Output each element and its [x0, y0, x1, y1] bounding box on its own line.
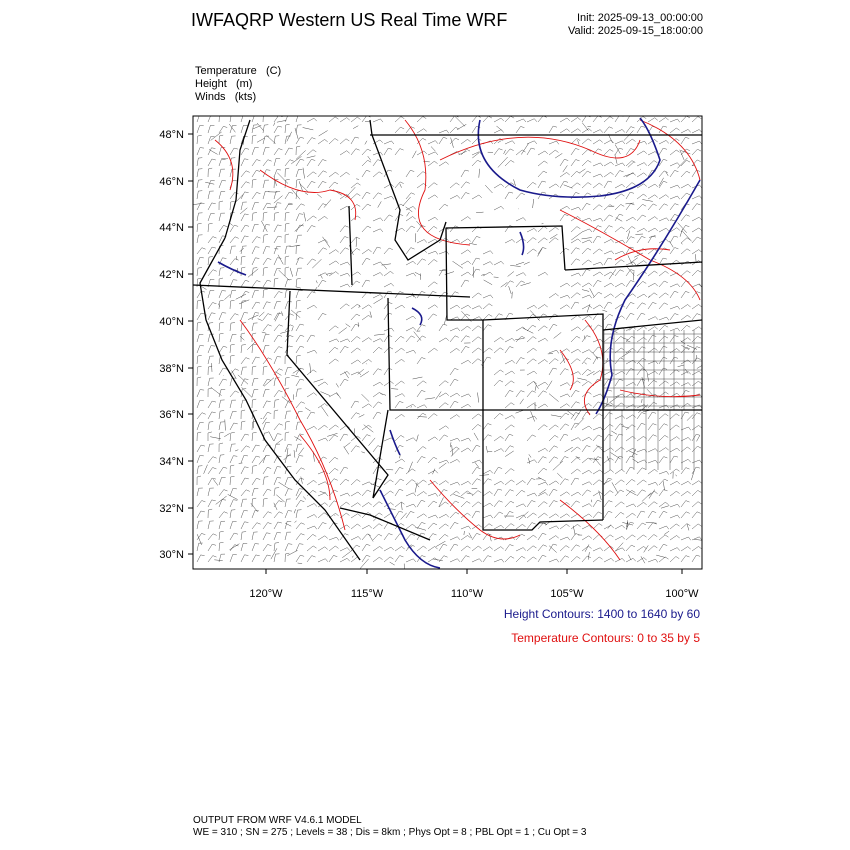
lat-tick-label: 30°N [159, 549, 184, 561]
lat-tick-label: 32°N [159, 503, 184, 515]
lat-tick-label: 46°N [159, 176, 184, 188]
wind-barbs [197, 113, 702, 562]
field-height: Height (m) [195, 78, 253, 90]
valid-time: Valid: 2025-09-15_18:00:00 [568, 25, 703, 37]
temperature-contour [560, 210, 700, 300]
height-contour [520, 232, 524, 255]
height-contour [380, 490, 440, 568]
temperature-contour [560, 350, 573, 390]
lat-tick-label: 36°N [159, 409, 184, 421]
lon-tick-label: 120°W [249, 588, 283, 600]
state-border [225, 120, 250, 238]
temperature-contour [560, 500, 620, 560]
lat-tick-label: 44°N [159, 222, 184, 234]
height-contour-legend: Height Contours: 1400 to 1640 by 60 [503, 607, 700, 621]
lon-tick-label: 110°W [450, 588, 484, 600]
model-info-line1: OUTPUT FROM WRF V4.6.1 MODEL [193, 815, 362, 826]
lat-tick-label: 42°N [159, 269, 184, 281]
plot-frame [193, 116, 702, 569]
field-winds: Winds (kts) [195, 91, 257, 103]
lon-tick-label: 100°W [665, 588, 699, 600]
init-time: Init: 2025-09-13_00:00:00 [577, 12, 703, 24]
model-info [193, 815, 586, 839]
state-border [340, 508, 430, 540]
field-temperature: Temperature (C) [195, 65, 282, 77]
model-info-line2: WE = 310 ; SN = 275 ; Levels = 38 ; Dis = 8km ; Phys Opt = 8 ; PBL Opt = 1 ; Cu Opt = 3 [193, 827, 587, 838]
temperature-contour [240, 320, 345, 530]
lat-tick-label: 34°N [159, 456, 184, 468]
state-borders [193, 120, 702, 560]
lon-tick-label: 105°W [550, 588, 584, 600]
lat-tick-label: 48°N [159, 129, 184, 141]
longitude-axis [249, 569, 699, 600]
state-border [565, 262, 702, 270]
wind-barb-field [197, 113, 702, 562]
height-contour [478, 118, 660, 197]
state-border [446, 228, 483, 410]
temperature-contour [405, 120, 470, 245]
height-contour [390, 430, 400, 455]
plot-title: IWFAQRP Western US Real Time WRF [191, 10, 508, 30]
temperature-contour-legend: Temperature Contours: 0 to 35 by 5 [511, 631, 700, 645]
latitude-axis [159, 129, 193, 561]
state-border [388, 298, 603, 520]
state-border [603, 320, 702, 330]
temperature-contour [584, 320, 602, 415]
lon-tick-label: 115°W [350, 588, 384, 600]
temperature-contour [640, 120, 700, 180]
lat-tick-label: 40°N [159, 316, 184, 328]
lat-tick-label: 38°N [159, 363, 184, 375]
state-border [373, 410, 388, 498]
